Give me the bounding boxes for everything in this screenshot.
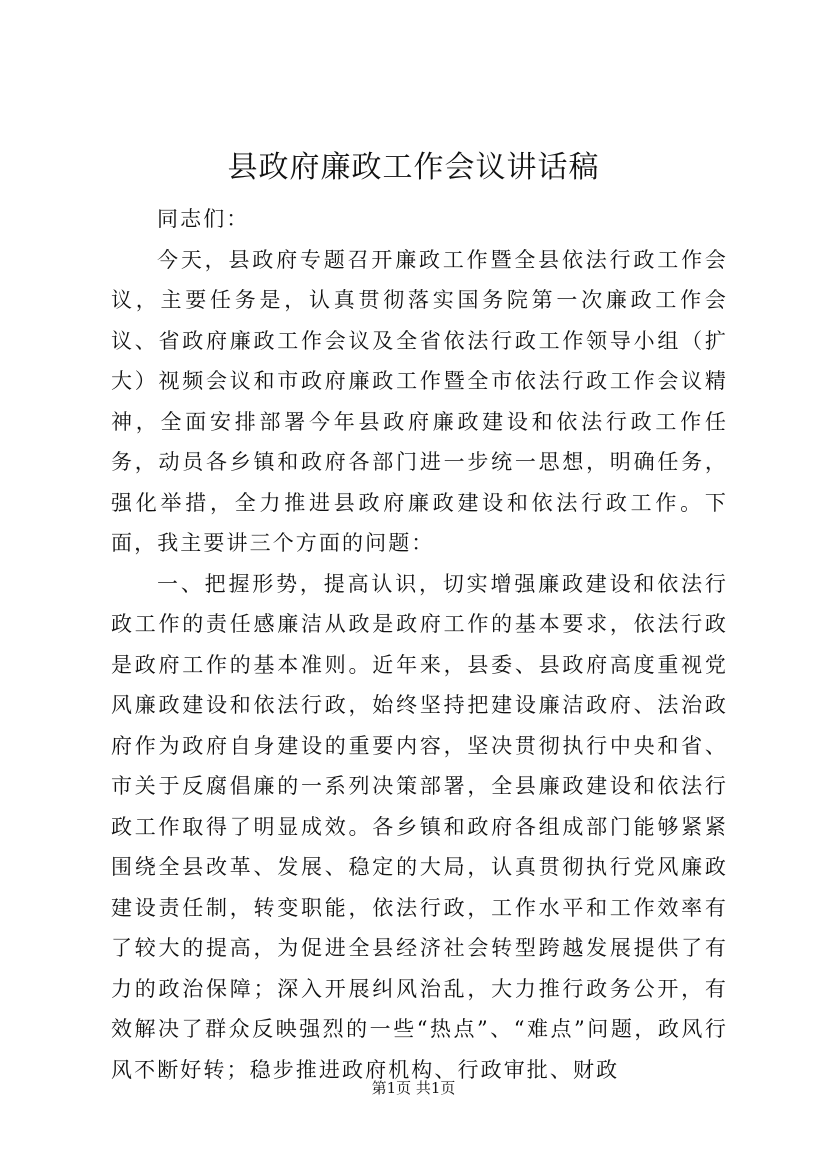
greeting-paragraph: 同志们：: [157, 207, 250, 231]
paragraph-section-one: 一、把握形势，提高认识，切实增强廉政建设和依法行政工作的责任感廉洁从政是政府工作的基本要求，依法行政是政府工作的基本准则。近年来，县委、县政府高度重视党风廉政建设和依法行政，始终坚持把建设廉洁政府、法治政府作为政府自身建设的重要内容，坚决贯彻执行中央和省、市关于反腐倡廉的一系列决策部署，全县廉政建设和依法行政工作取得了明显成效。各乡镇和政府各组成部门能够紧紧围绕全县改革、发展、稳定的大局，认真贯彻执行党风廉政建设责任制，转变职能，依法行政，工作水平和工作效率有了较大的提高，为促进全县经济社会转型跨越发展提供了有力的政治保障；深入开展纠风治乱，大力推行政务公开，有效解决了群众反映强烈的一些“热点”、“难点”问题，政风行风不断好转；稳步推进政府机构、行政审批、财政: [111, 571, 728, 1082]
page-footer: 第1页 共1页: [371, 1079, 456, 1097]
paragraph-intro: 今天，县政府专题召开廉政工作暨全县依法行政工作会议，主要任务是，认真贯彻落实国务院第一次廉政工作会议、省政府廉政工作会议及全省依法行政工作领导小组（扩大）视频会议和市政府廉政工作暨全市依法行政工作会议精神，全面安排部署今年县政府廉政建设和依法行政工作任务，动员各乡镇和政府各部门进一步统一思想，明确任务，强化举措，全力推进县政府廉政建设和依法行政工作。下面，我主要讲三个方面的问题：: [111, 247, 728, 555]
document-body: [111, 199, 728, 1090]
document-title: 县政府廉政工作会议讲话稿: [227, 150, 600, 185]
